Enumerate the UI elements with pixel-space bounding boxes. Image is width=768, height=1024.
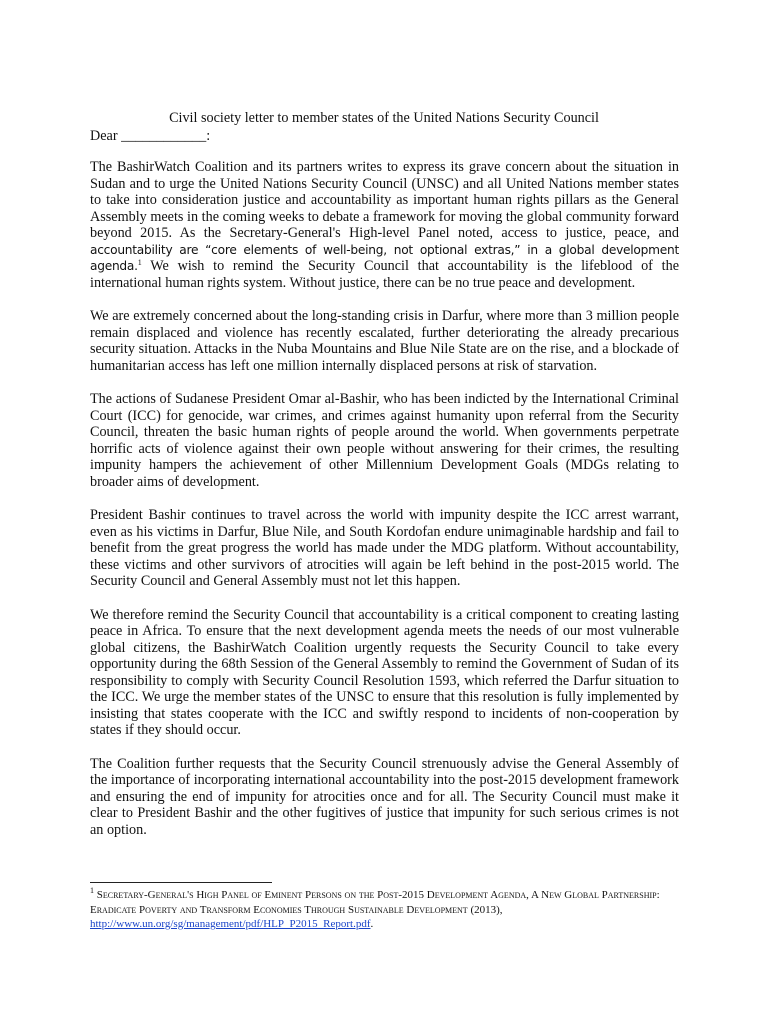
letter-body — [90, 159, 679, 855]
footnote — [90, 888, 690, 932]
footnote-trailing: . — [370, 918, 374, 930]
paragraph-3: The actions of Sudanese President Omar al-Bashir, who has been indicted by the International Criminal Court (ICC) for genocide, war crimes, and crimes against humanity upon referral from the Security Council, threaten the basic human rights of people around the world. When governments perpetrate horrific acts of violence against their own people without answering for their crimes, the resulting impunity hampers the achievement of other Millennium Development Goals (MDGs relating to broader aims of development. — [90, 391, 679, 490]
footnote-citation: Secretary-General's High Panel of Eminent Persons on the Post-2015 Development Agenda, A New Global Partnership: Eradicate Poverty and Transform Economies Through Sustainable Development — [90, 889, 660, 916]
footnote-link[interactable]: http://www.un.org/sg/management/pdf/HLP_P2015_Report.pdf — [90, 918, 371, 930]
paragraph-6: The Coalition further requests that the Security Council strenuously advise the General Assembly of the importance of incorporating international accountability into the post-2015 development framework and ensuring the end of impunity for atrocities once and for all. The Security Council must make it clear to President Bashir and the other fugitives of justice that impunity for such serious crimes is not an option. — [90, 755, 679, 838]
footnote-year: (2013), — [467, 903, 503, 916]
footnote-number: 1 — [90, 886, 94, 895]
letter-title: Civil society letter to member states of the United Nations Security Council — [169, 110, 599, 126]
salutation: Dear ____________: — [90, 128, 211, 144]
footnote-divider — [90, 882, 272, 883]
paragraph-1-quote: accountability are “core elements of well-being, not optional extras,” in a global development agenda. — [90, 242, 679, 273]
footnote-reference: 1 — [137, 258, 142, 267]
paragraph-4: President Bashir continues to travel across the world with impunity despite the ICC arrest warrant, even as his victims in Darfur, Blue Nile, and South Kordofan endure unimaginable hardship and fail to benefit from the great progress the world has made under the MDG platform. Without accountability, these victims and other survivors of atrocities will again be left behind in the post-2015 world. The Security Council and General Assembly must not let this happen. — [90, 507, 679, 589]
paragraph-1-text-a: The BashirWatch Coalition and its partners writes to express its grave concern about the situation in Sudan and to urge the United Nations Security Council (UNSC) and all United Nations member states to take into consideration justice and accountability as important human rights pillars as the General Assembly meets in the coming weeks to debate a framework for moving the global community forward beyond 2015. As the Secretary-General's High-level Panel noted, access to justice, peace, and — [90, 159, 679, 241]
paragraph-2: We are extremely concerned about the long-standing crisis in Darfur, where more than 3 million people remain displaced and violence has recently escalated, further deteriorating the already precarious security situation. Attacks in the Nuba Mountains and Blue Nile State are on the rise, and a blockade of humanitarian access has left one million internally displaced persons at risk of starvation. — [90, 308, 679, 374]
paragraph-1-text-c: We wish to remind the Security Council that accountability is the lifeblood of the international human rights system. Without justice, there can be no true peace and development. — [90, 258, 679, 291]
paragraph-1 — [90, 159, 679, 291]
paragraph-5: We therefore remind the Security Council that accountability is a critical component to creating lasting peace in Africa. To ensure that the next development agenda meets the needs of our most vulnerable global citizens, the BashirWatch Coalition urgently requests the Security Council to take every opportunity during the 68th Session of the General Assembly to remind the Government of Sudan of its responsibility to comply with Security Council Resolution 1593, which referred the Darfur situation to the ICC. We urge the member states of the UNSC to ensure that this resolution is fully implemented by insisting that states cooperate with the ICC and swiftly respond to incidents of non-cooperation by states if they should occur. — [90, 606, 679, 738]
